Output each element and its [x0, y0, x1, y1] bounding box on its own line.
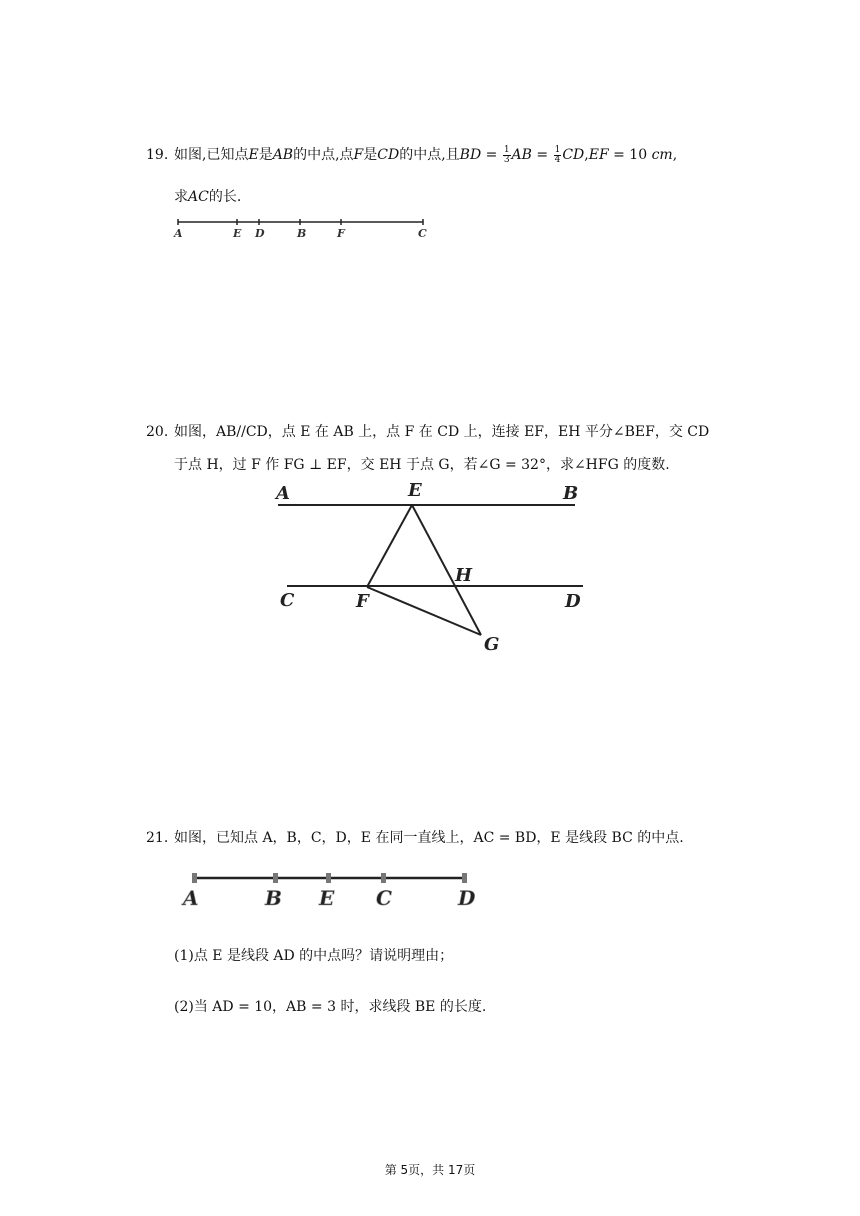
- q20-label-d: D: [565, 591, 581, 612]
- q19-label-f: F: [337, 227, 345, 240]
- q21-number: 21.: [146, 830, 169, 846]
- q20-label-f: F: [356, 591, 369, 612]
- q21-tick-d: [462, 873, 467, 883]
- q21-label-a: A: [183, 886, 199, 910]
- q20-label-g: G: [484, 634, 500, 655]
- q20-label-b: B: [563, 483, 579, 504]
- q20-line2: 于点 H，过 F 作 FG ⊥ EF，交 EH 于点 G，若∠G = 32°，求∠HFG 的度数.: [174, 457, 670, 473]
- q21-segment-diagram: [178, 866, 488, 914]
- q21-part1: (1)点 E 是线段 AD 的中点吗？请说明理由；: [174, 948, 454, 964]
- q21-tick-b: [273, 873, 278, 883]
- q19-line1: 19. 如图,已知点E是AB的中点,点F是CD的中点,且BD = $\frac{1}{3}$ AB = $\frac{1}{4}$ CD,EF = 10 cm,: [146, 144, 678, 165]
- q20-label-h: H: [455, 565, 473, 586]
- q19-number: 19.: [146, 147, 169, 163]
- q20-geometry-figure: [270, 475, 600, 660]
- q19-label-c: C: [418, 227, 427, 240]
- q19-fraction-one-fourth: $\frac{1}{4}$: [554, 144, 561, 165]
- q20-label-e: E: [408, 480, 422, 501]
- q21-part2: (2)当 AD = 10，AB = 3 时，求线段 BE 的长度.: [174, 999, 487, 1015]
- q19-segment-diagram: [170, 214, 440, 242]
- q20-line1: 20. 如图，AB//CD，点 E 在 AB 上，点 F 在 CD 上，连接 EF，EH 平分∠BEF，交 CD: [146, 424, 710, 440]
- q19-label-a: A: [174, 227, 183, 240]
- q21-tick-c: [381, 873, 386, 883]
- q20-number: 20.: [146, 424, 169, 440]
- q20-label-a: A: [276, 483, 290, 504]
- q19-label-d: D: [255, 227, 265, 240]
- q21-label-d: D: [458, 886, 476, 910]
- q21-label-c: C: [376, 886, 392, 910]
- q21-tick-a: [192, 873, 197, 883]
- q21-label-e: E: [319, 886, 335, 910]
- q21-tick-e: [326, 873, 331, 883]
- q19-fraction-one-third: $\frac{1}{3}$: [503, 144, 510, 165]
- q19-label-e: E: [233, 227, 242, 240]
- q20-segment-fg: [367, 587, 481, 635]
- q21-line1: 21. 如图，已知点 A，B，C，D，E 在同一直线上，AC = BD，E 是线段 BC 的中点.: [146, 830, 684, 846]
- q19-line2: 求AC的长.: [174, 189, 242, 205]
- q21-label-b: B: [265, 886, 282, 910]
- q20-label-c: C: [280, 590, 295, 611]
- page-footer: 第 5页，共 17页: [384, 1163, 476, 1177]
- q20-segment-ef: [367, 505, 412, 587]
- q19-label-b: B: [297, 227, 307, 240]
